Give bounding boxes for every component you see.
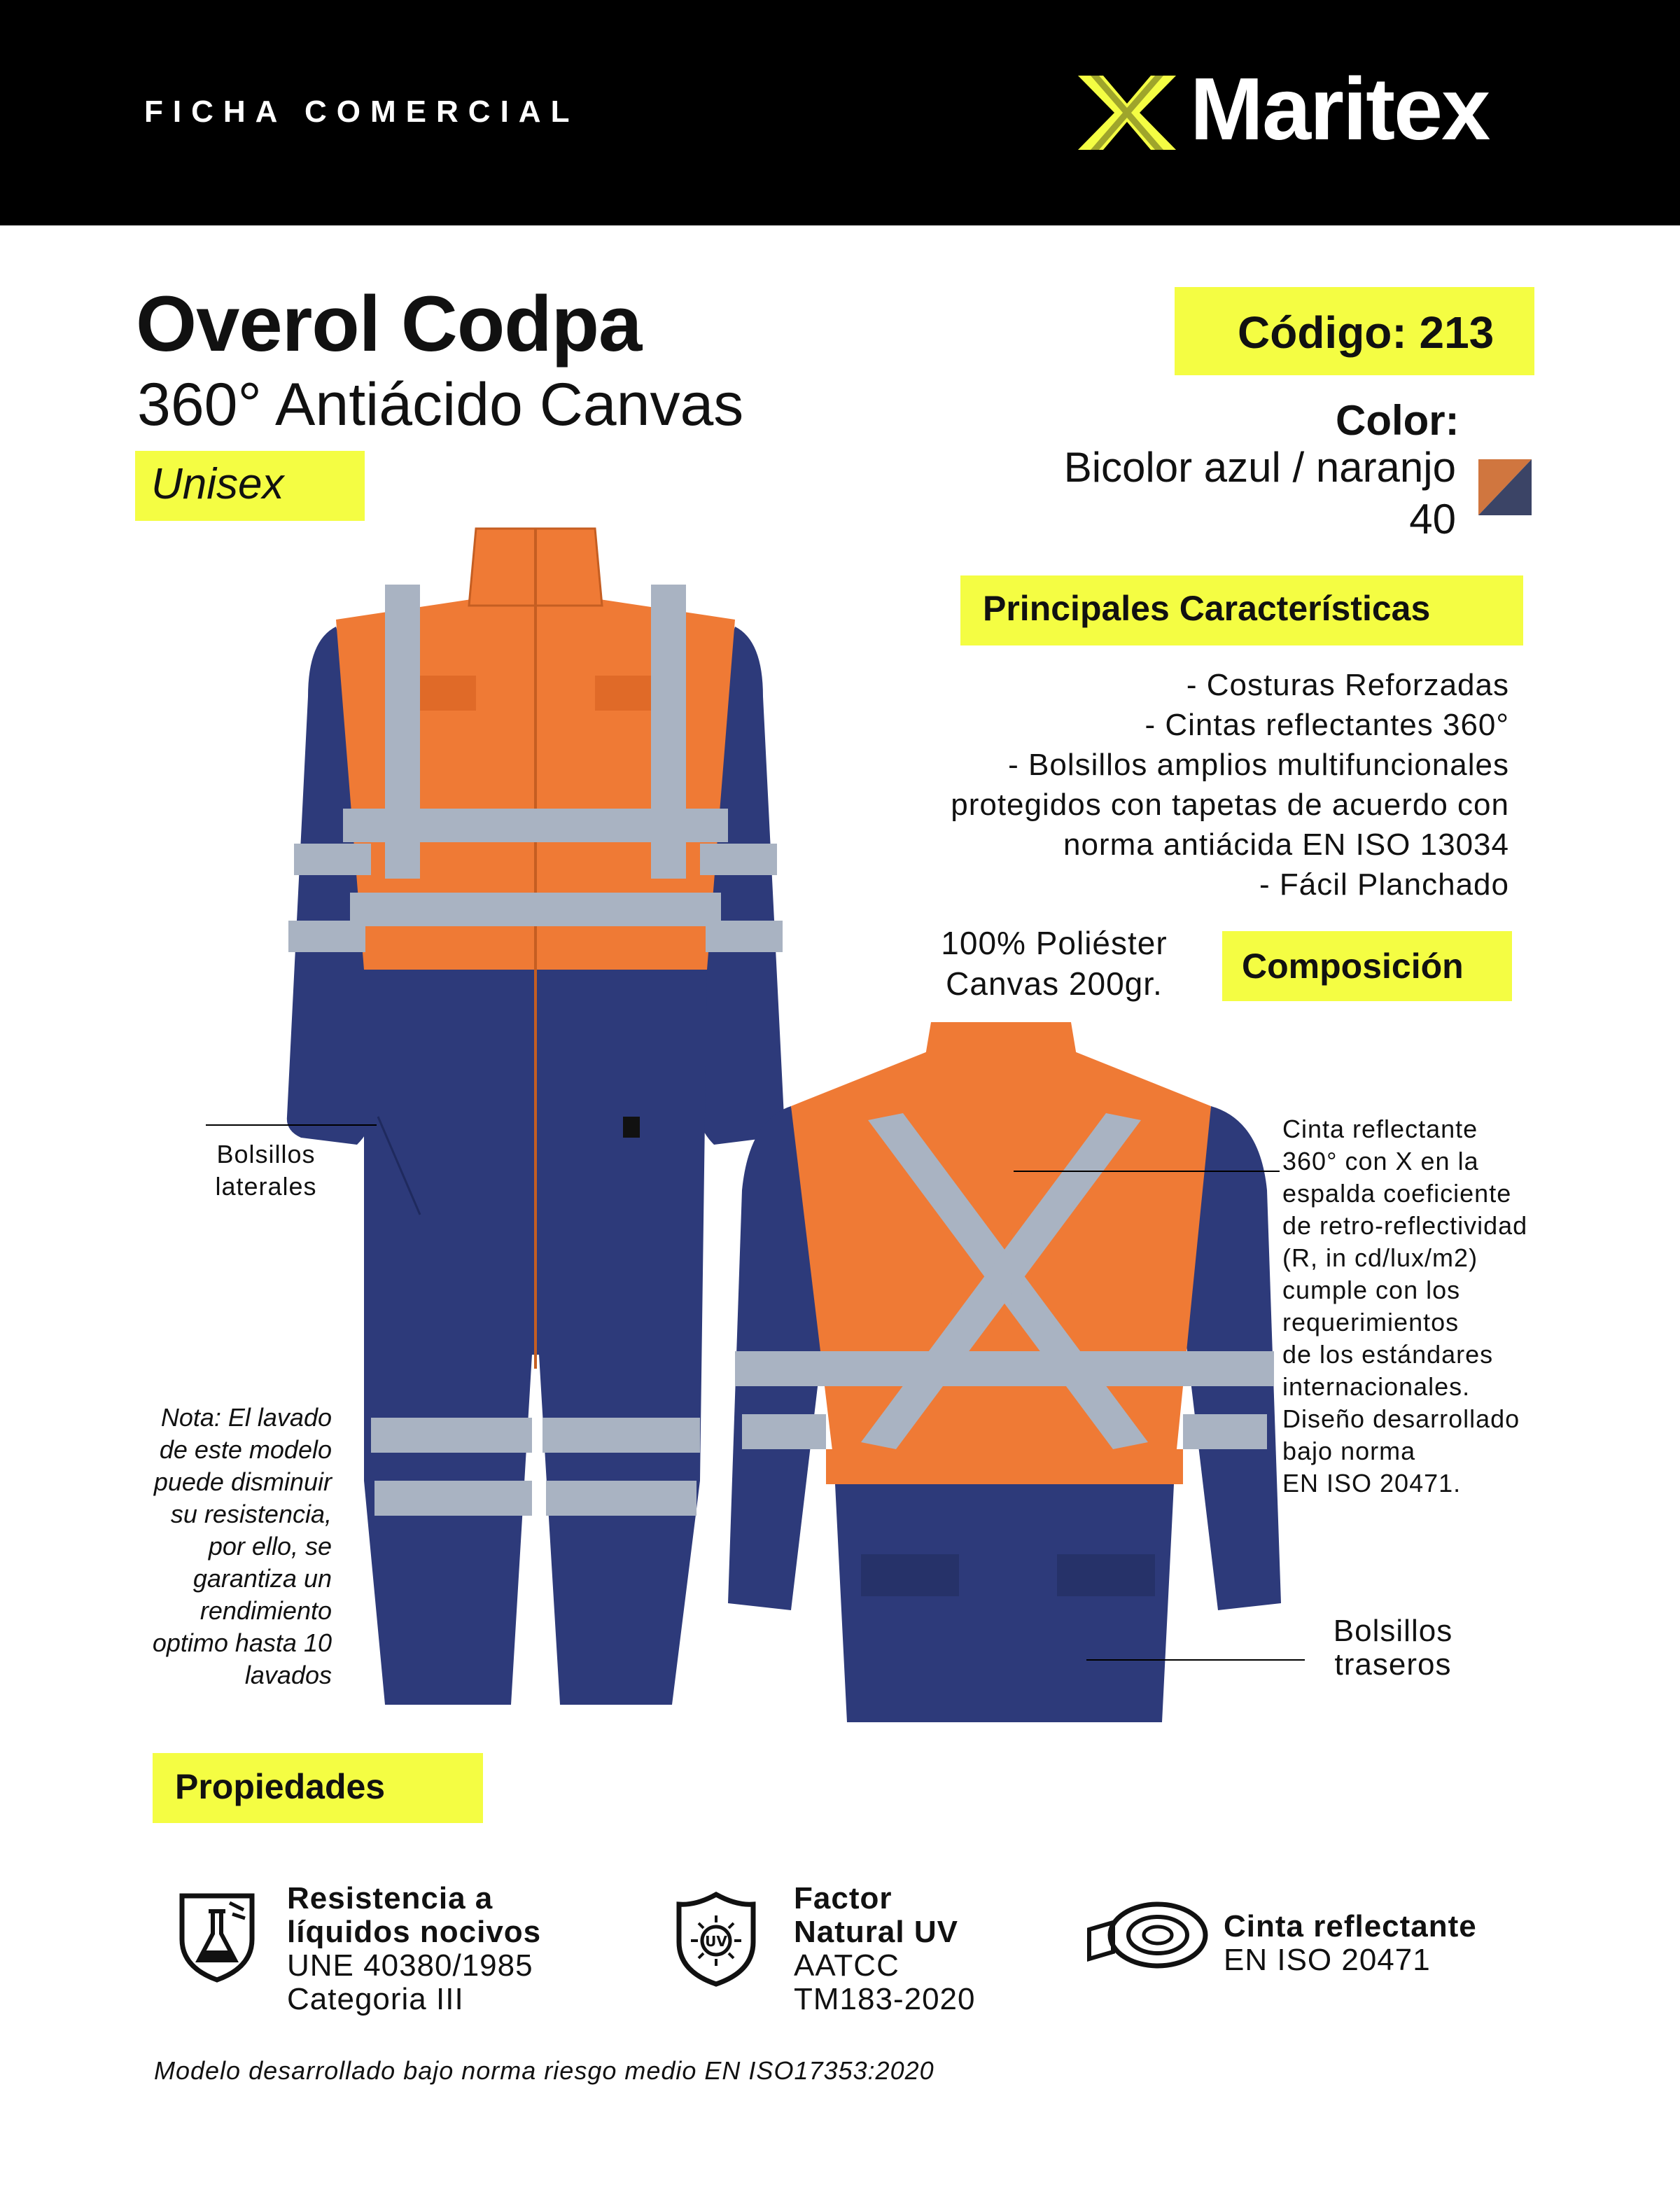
- property-sub: Categoria III: [287, 1982, 464, 2016]
- color-number: 40: [1409, 496, 1456, 543]
- uv-shield-icon: [673, 1890, 759, 1988]
- feature-item: - Bolsillos amplios multifuncionales: [1008, 748, 1509, 782]
- front-overall-image: [280, 515, 791, 1719]
- note-line: de este modelo: [159, 1435, 332, 1464]
- maritex-logo-icon: [1078, 76, 1176, 150]
- property-title: Factor: [794, 1881, 892, 1915]
- feature-item: - Cintas reflectantes 360°: [1144, 708, 1509, 742]
- back-pockets-callout: [1316, 1614, 1470, 1682]
- callout-line: Diseño desarrollado: [1282, 1404, 1520, 1433]
- composition-line: Canvas 200gr.: [946, 965, 1163, 1002]
- note-line: lavados: [244, 1661, 332, 1689]
- property-chemical: [287, 1882, 541, 2016]
- callout-line: internacionales.: [1282, 1372, 1471, 1401]
- property-sub: AATCC: [794, 1948, 899, 1983]
- note-line: su resistencia,: [170, 1500, 332, 1528]
- note-line: Nota: El lavado: [160, 1403, 332, 1432]
- callout-line: laterales: [215, 1172, 317, 1201]
- composition-text: [914, 923, 1194, 1004]
- callout-line: de retro-reflectividad: [1282, 1211, 1528, 1240]
- note-line: puede disminuir: [153, 1467, 332, 1496]
- callout-line: (R, in cd/lux/m2): [1282, 1243, 1478, 1272]
- color-swatch: [1478, 459, 1532, 515]
- note-line: optimo hasta 10: [152, 1628, 332, 1657]
- callout-line: Cinta reflectante: [1282, 1115, 1478, 1143]
- property-sub: UNE 40380/1985: [287, 1948, 533, 1983]
- callout-line: de los estándares: [1282, 1340, 1494, 1369]
- product-subtitle: 360° Antiácido Canvas: [137, 371, 744, 438]
- washing-note: [105, 1402, 332, 1691]
- composition-line: 100% Poliéster: [941, 925, 1168, 961]
- feature-item: - Fácil Planchado: [1259, 867, 1509, 902]
- feature-item: - Costuras Reforzadas: [1186, 668, 1509, 702]
- feature-item: norma antiácida EN ISO 13034: [1063, 828, 1509, 862]
- color-value: Bicolor azul / naranjo: [1063, 444, 1456, 491]
- composition-heading: Composición: [1242, 947, 1464, 986]
- color-label: Color:: [1336, 397, 1460, 444]
- footer-note: Modelo desarrollado bajo norma riesgo medio EN ISO17353:2020: [154, 2056, 934, 2085]
- reflective-callout: [1282, 1113, 1576, 1500]
- gender-label: Unisex: [151, 460, 284, 508]
- feature-item: protegidos con tapetas de acuerdo con: [951, 788, 1509, 822]
- reflective-leader: [1014, 1171, 1280, 1172]
- property-title: Resistencia a: [287, 1881, 493, 1915]
- callout-line: Bolsillos: [1333, 1614, 1453, 1648]
- callout-line: Bolsillos: [216, 1140, 316, 1168]
- back-overall-image: [721, 1022, 1288, 1722]
- property-uv: [794, 1882, 975, 2016]
- reflective-tape-icon: [1085, 1899, 1208, 1971]
- svg-text:UV: UV: [705, 1933, 727, 1950]
- properties-heading: Propiedades: [175, 1767, 386, 1806]
- callout-line: requerimientos: [1282, 1308, 1460, 1336]
- note-line: garantiza un: [192, 1564, 332, 1593]
- property-reflective: [1224, 1910, 1477, 1977]
- callout-line: cumple con los: [1282, 1276, 1461, 1304]
- property-title: Cinta reflectante: [1224, 1909, 1477, 1943]
- callout-line: traseros: [1334, 1647, 1452, 1682]
- callout-line: EN ISO 20471.: [1282, 1469, 1462, 1498]
- property-sub: TM183-2020: [794, 1982, 976, 2016]
- product-code: Código: 213: [1238, 307, 1494, 358]
- note-line: rendimiento: [200, 1596, 332, 1625]
- product-title: Overol Codpa: [136, 280, 642, 368]
- note-line: por ello, se: [208, 1532, 332, 1561]
- callout-line: espalda coeficiente: [1282, 1179, 1512, 1208]
- chemical-shield-icon: [176, 1890, 258, 1983]
- property-title: líquidos nocivos: [287, 1915, 542, 1949]
- side-pockets-callout: [196, 1138, 336, 1203]
- property-title: Natural UV: [794, 1915, 958, 1949]
- callout-line: 360° con X en la: [1282, 1147, 1479, 1175]
- brand-name: Maritex: [1190, 60, 1490, 158]
- header-label: FICHA COMERCIAL: [144, 95, 580, 129]
- property-sub: EN ISO 20471: [1224, 1943, 1431, 1977]
- features-heading: Principales Características: [983, 589, 1431, 628]
- callout-line: bajo norma: [1282, 1437, 1416, 1465]
- back-pockets-leader: [1086, 1659, 1305, 1661]
- side-pockets-leader: [206, 1124, 377, 1126]
- features-list: [809, 665, 1509, 905]
